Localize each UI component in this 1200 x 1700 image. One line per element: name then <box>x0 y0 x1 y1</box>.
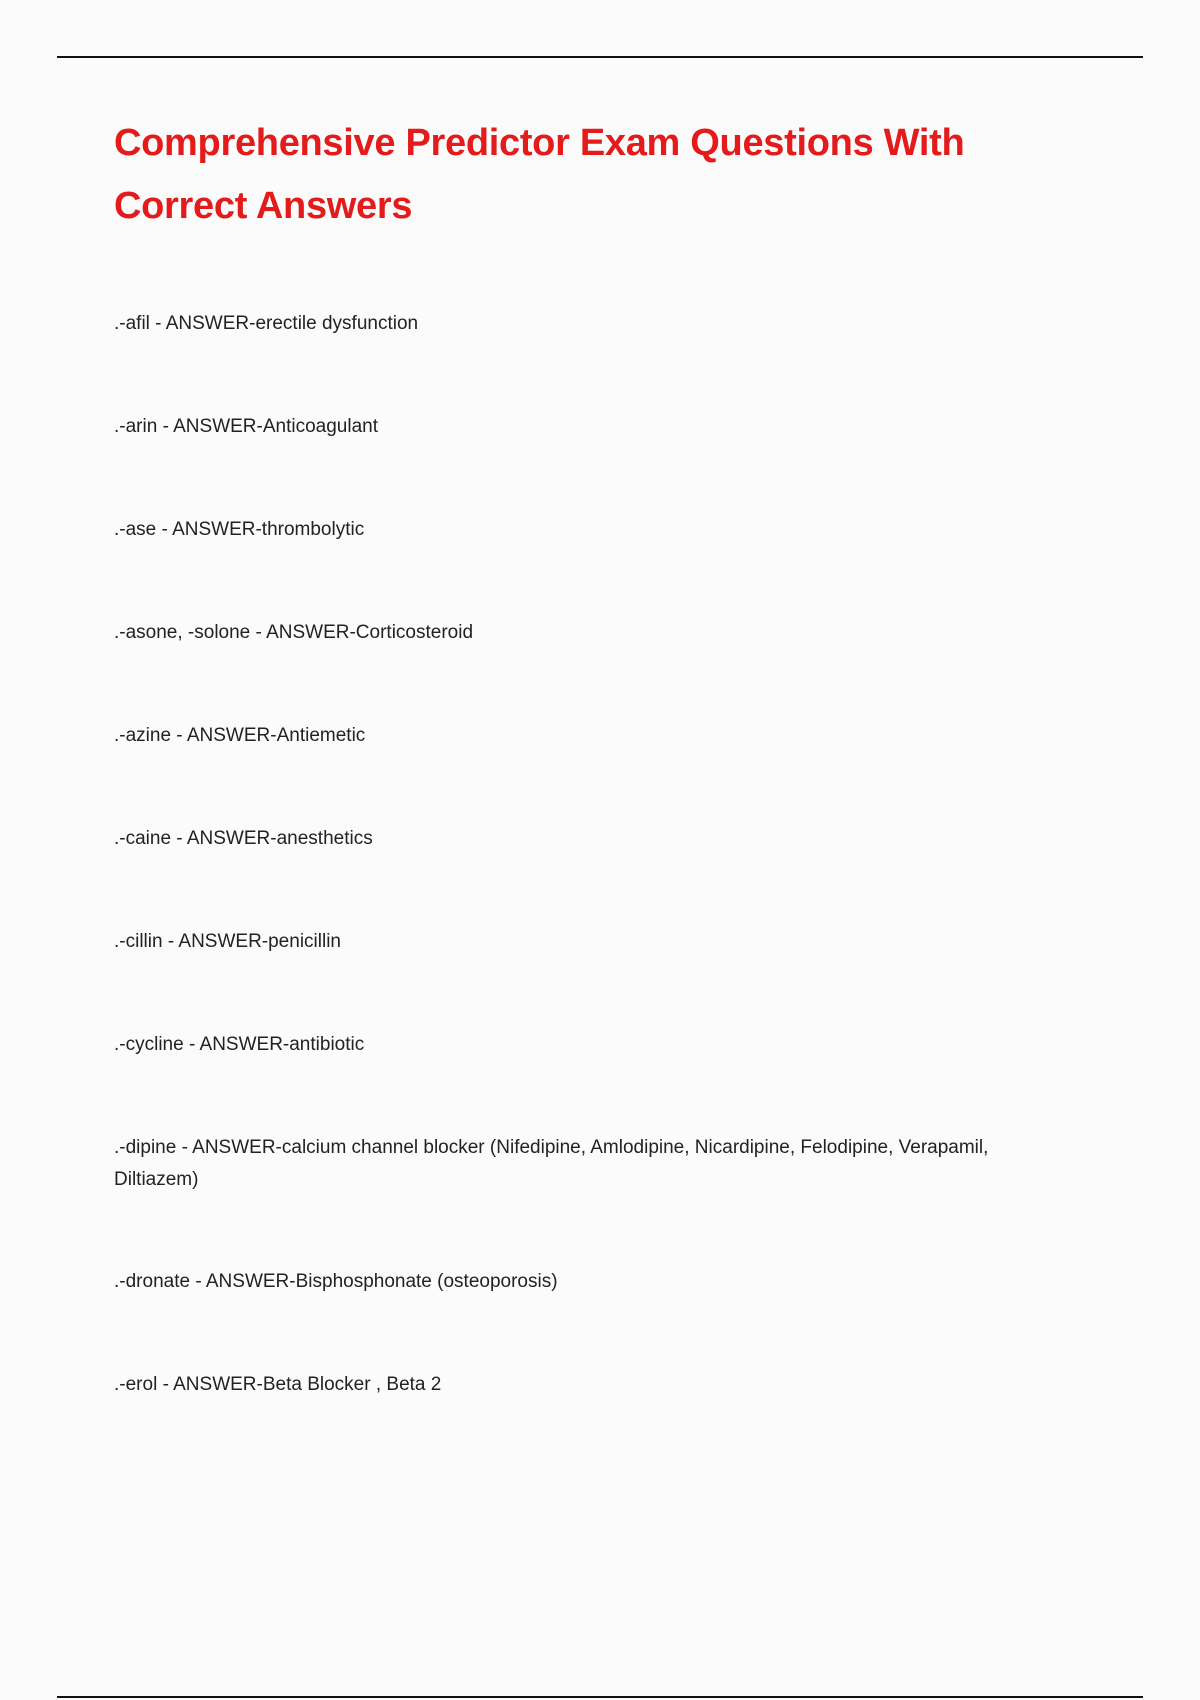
title-line-1: Comprehensive Predictor Exam Questions With <box>114 122 965 164</box>
qa-item-ase: .-ase - ANSWER-thrombolytic <box>114 519 365 540</box>
document-title <box>114 112 1064 238</box>
qa-item-afil: .-afil - ANSWER-erectile dysfunction <box>114 313 419 334</box>
title-line-2: Correct Answers <box>114 185 413 227</box>
qa-item-dronate: .-dronate - ANSWER-Bisphosphonate (osteoporosis) <box>114 1271 558 1292</box>
qa-item-cillin: .-cillin - ANSWER-penicillin <box>114 931 341 952</box>
qa-item-arin: .-arin - ANSWER-Anticoagulant <box>114 416 378 437</box>
qa-item-azine: .-azine - ANSWER-Antiemetic <box>114 725 366 746</box>
qa-item-dipine: .-dipine - ANSWER-calcium channel blocker (Nifedipine, Amlodipine, Nicardipine, Felodipine, Verapamil, Diltiazem) <box>114 1137 989 1190</box>
qa-item-erol: .-erol - ANSWER-Beta Blocker , Beta 2 <box>114 1374 442 1395</box>
document-body <box>114 112 1064 1395</box>
qa-item-asone: .-asone, -solone - ANSWER-Corticosteroid <box>114 622 474 643</box>
header-rule <box>57 56 1143 58</box>
qa-list <box>114 308 1064 1472</box>
qa-item-cycline: .-cycline - ANSWER-antibiotic <box>114 1034 365 1055</box>
footer-rule <box>57 1696 1143 1698</box>
qa-item-caine: .-caine - ANSWER-anesthetics <box>114 828 373 849</box>
